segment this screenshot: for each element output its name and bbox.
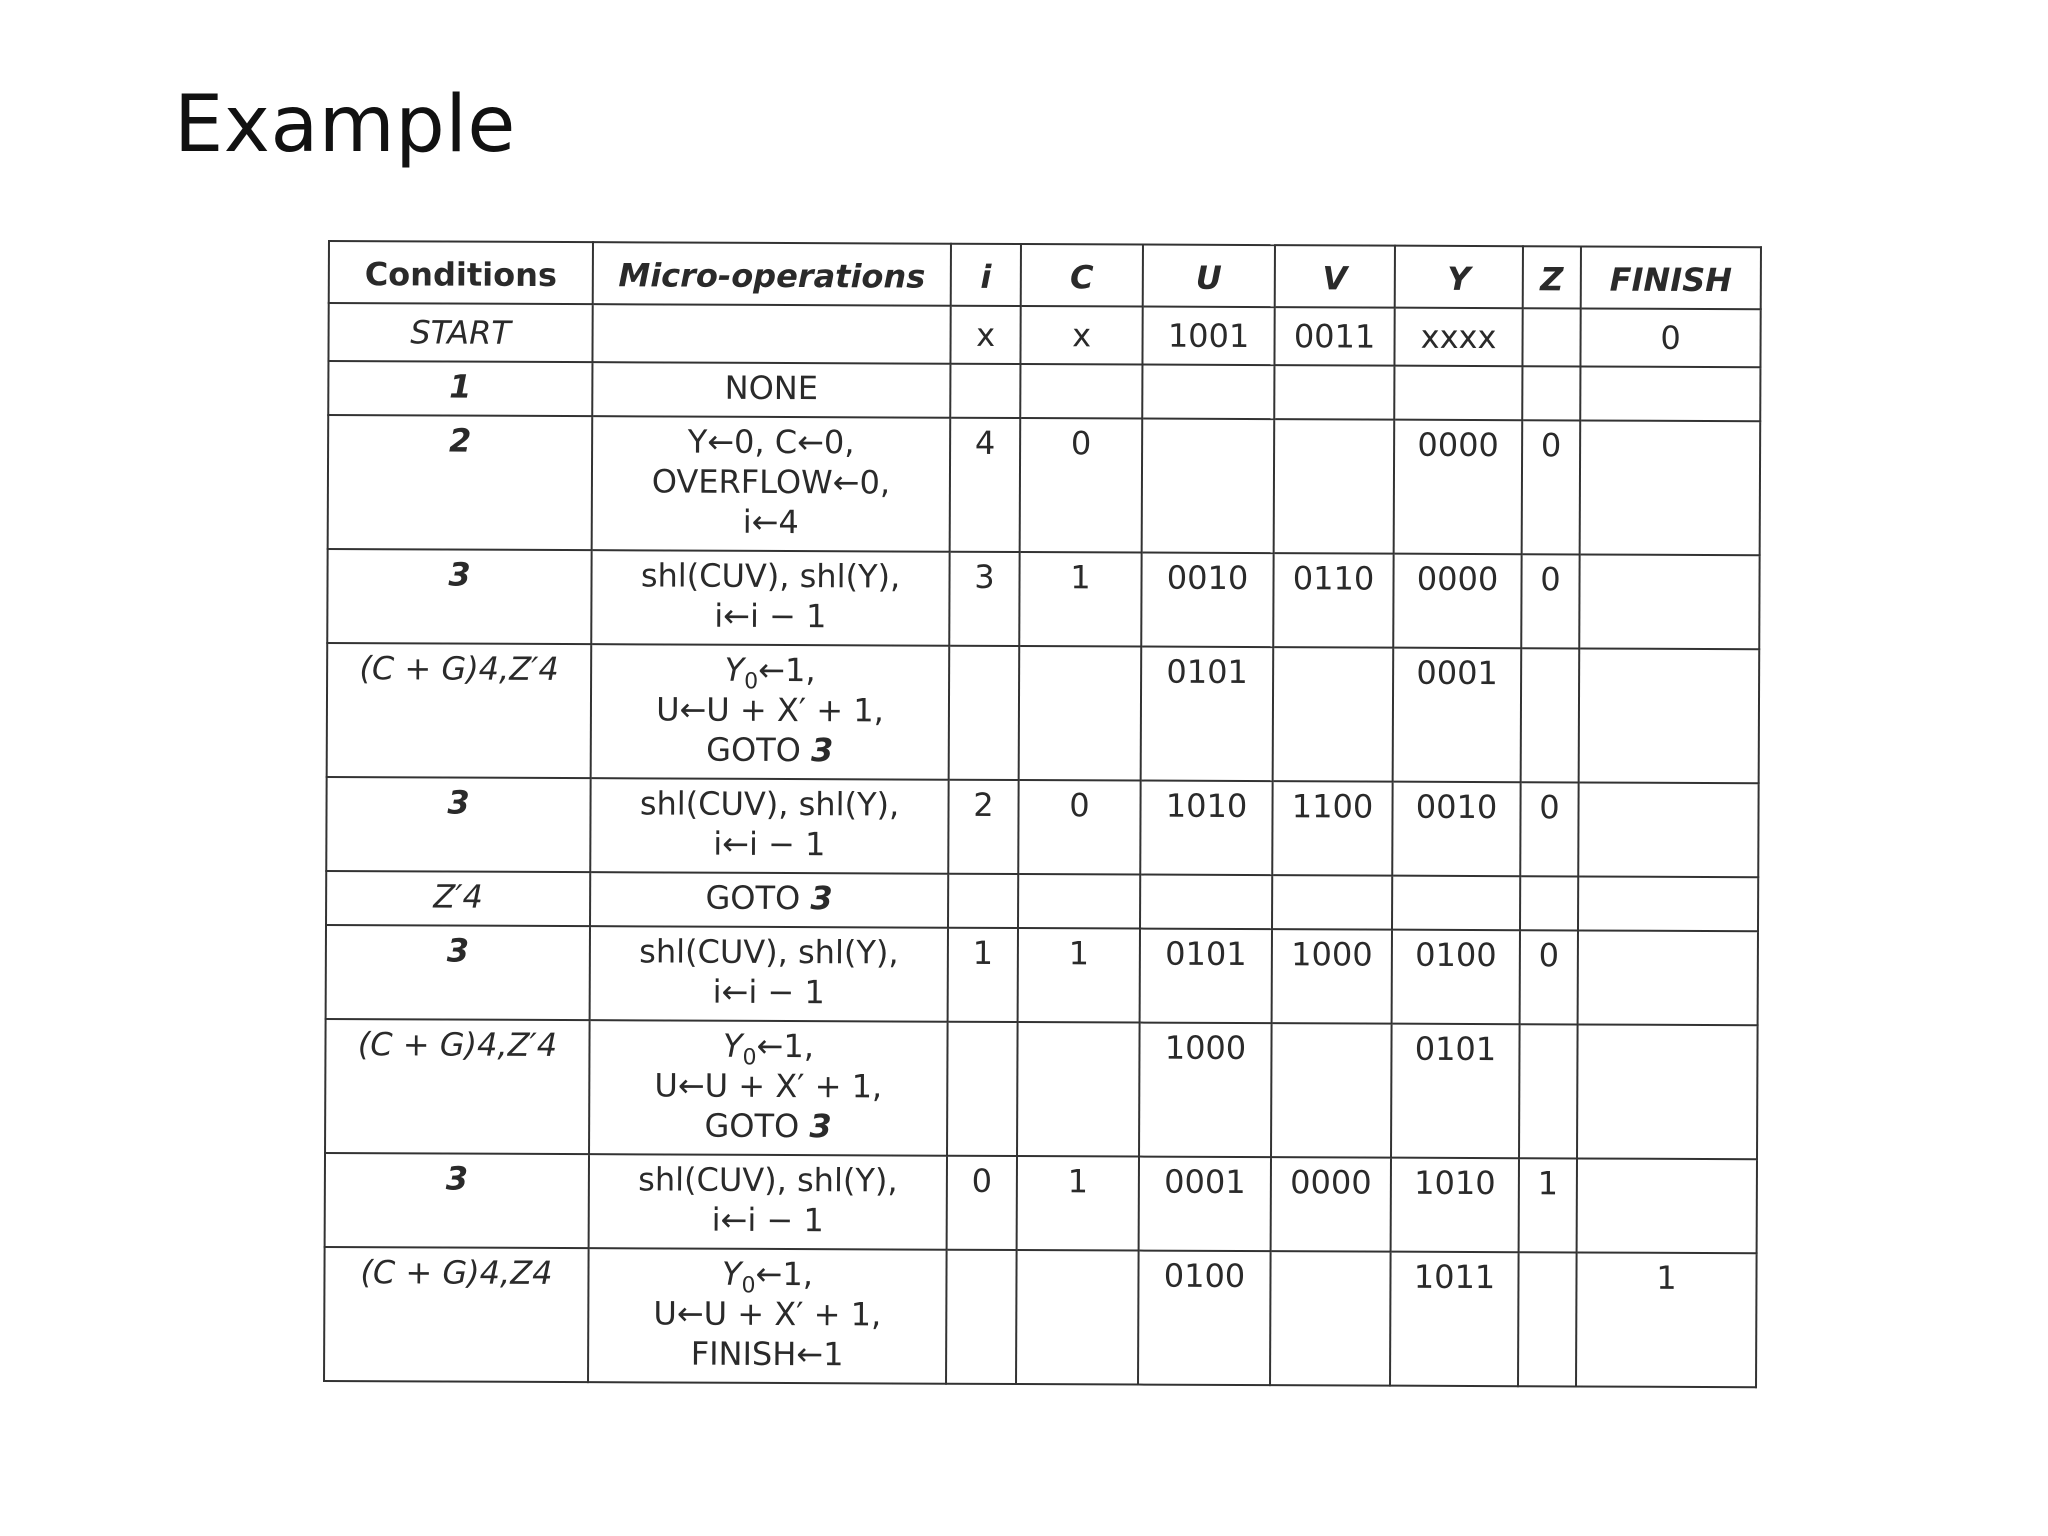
micro-operation-line: shl(CUV), shl(Y), (639, 932, 899, 972)
cell-micro-operations (592, 304, 950, 364)
cell-finish (1580, 366, 1760, 421)
cell-c (1017, 1022, 1140, 1157)
micro-operation-line: NONE (724, 368, 819, 408)
header-conditions: Conditions (329, 241, 593, 304)
table-row (325, 1153, 1757, 1253)
cell-condition: (C + G)4,Z4 (324, 1247, 589, 1382)
table-row (325, 1019, 1758, 1159)
cell-y: 0000 (1393, 554, 1521, 649)
header-v: V (1275, 245, 1395, 308)
cell-condition: START (328, 303, 592, 362)
cell-v: 1100 (1272, 781, 1392, 876)
table-row (327, 549, 1759, 649)
cell-finish: 1 (1576, 1252, 1757, 1387)
table-row (327, 643, 1760, 783)
cell-z: 1 (1519, 1158, 1577, 1252)
micro-operation-line: i←i − 1 (714, 596, 827, 636)
cell-v (1274, 419, 1395, 554)
table-row (328, 415, 1761, 555)
cell-y: 1010 (1391, 1158, 1519, 1253)
table-row (326, 925, 1758, 1025)
header-y: Y (1395, 246, 1523, 309)
table-row (326, 777, 1758, 877)
cell-i: 2 (948, 780, 1018, 874)
cell-y: xxxx (1394, 308, 1522, 367)
cell-z (1522, 308, 1580, 366)
cell-c (1016, 1250, 1139, 1385)
micro-operation-line: U←U + X′ + 1, (653, 1294, 882, 1334)
cell-v (1270, 1251, 1391, 1386)
cell-finish (1579, 554, 1759, 649)
micro-operation-line: FINISH←1 (690, 1334, 844, 1374)
cell-z (1520, 876, 1578, 930)
trace-table-body (324, 303, 1761, 1387)
cell-y (1394, 366, 1522, 421)
cell-micro-operations (588, 1248, 947, 1384)
cell-i (946, 1250, 1017, 1384)
cell-micro-operations (589, 1020, 948, 1156)
cell-z (1521, 648, 1580, 782)
table-row (328, 361, 1760, 421)
header-finish: FINISH (1581, 246, 1761, 309)
cell-micro-operations (591, 644, 950, 780)
cell-c (1020, 364, 1142, 419)
cell-v: 0000 (1271, 1157, 1391, 1252)
header-i: i (951, 244, 1021, 306)
cell-i: 4 (950, 418, 1021, 552)
table-row (326, 871, 1758, 931)
cell-condition: 1 (328, 361, 592, 416)
cell-u: 0101 (1140, 929, 1272, 1024)
micro-operation-line: GOTO 3 (704, 1106, 832, 1146)
cell-c (1019, 646, 1142, 781)
cell-c: 1 (1017, 1156, 1139, 1251)
cell-y: 0010 (1392, 782, 1520, 877)
cell-micro-operations (589, 1154, 947, 1250)
cell-c: x (1020, 306, 1142, 365)
cell-y: 0100 (1392, 930, 1520, 1025)
micro-operation-line: $Y_0\leftarrow 1$, (724, 650, 816, 695)
header-u: U (1143, 245, 1275, 308)
cell-y: 1011 (1390, 1252, 1519, 1387)
cell-i: 1 (948, 928, 1018, 1022)
cell-condition: (C + G)4,Z′4 (327, 643, 592, 778)
cell-v (1274, 365, 1394, 420)
cell-micro-operations (591, 550, 949, 646)
header-c: C (1021, 244, 1143, 307)
cell-finish (1579, 648, 1760, 783)
header-z: Z (1523, 246, 1581, 308)
micro-operation-line: U←U + X′ + 1, (654, 1066, 883, 1106)
cell-micro-operations (590, 926, 948, 1022)
cell-z: 0 (1522, 420, 1581, 554)
cell-c: 0 (1018, 780, 1140, 875)
cell-micro-operations (590, 778, 948, 874)
cell-v (1273, 647, 1394, 782)
cell-i (947, 1022, 1018, 1156)
cell-condition: 3 (326, 925, 590, 1020)
cell-i (950, 364, 1020, 418)
cell-finish (1580, 420, 1761, 555)
cell-i: x (950, 306, 1020, 364)
slide-title: Example (174, 80, 516, 170)
cell-z: 0 (1521, 554, 1579, 648)
cell-u: 1010 (1140, 781, 1272, 876)
cell-v (1272, 875, 1392, 930)
cell-v (1271, 1023, 1392, 1158)
cell-u: 0100 (1138, 1251, 1271, 1386)
cell-i (948, 874, 1018, 928)
cell-u (1140, 875, 1272, 930)
cell-z (1518, 1252, 1577, 1386)
cell-c: 1 (1018, 928, 1140, 1023)
cell-condition: 3 (326, 777, 590, 872)
cell-y: 0101 (1391, 1024, 1520, 1159)
cell-z: 0 (1520, 782, 1578, 876)
cell-i: 3 (949, 552, 1019, 646)
cell-v: 0110 (1273, 553, 1393, 648)
cell-c: 0 (1020, 418, 1143, 553)
cell-finish: 0 (1580, 308, 1760, 367)
trace-table (323, 240, 1762, 1388)
micro-operation-line: shl(CUV), shl(Y), (638, 1160, 898, 1200)
micro-operation-line: GOTO 3 (705, 878, 833, 918)
cell-u: 0001 (1139, 1157, 1271, 1252)
micro-operation-line: shl(CUV), shl(Y), (639, 784, 900, 824)
cell-finish (1578, 782, 1758, 877)
cell-c: 1 (1019, 552, 1141, 647)
cell-u: 1001 (1142, 307, 1274, 366)
cell-finish (1577, 1024, 1758, 1159)
micro-operation-line: i←i − 1 (712, 972, 825, 1012)
cell-condition: (C + G)4,Z′4 (325, 1019, 590, 1154)
cell-condition: 3 (325, 1153, 589, 1248)
micro-operation-line: shl(CUV), shl(Y), (640, 556, 901, 596)
cell-u: 0010 (1141, 553, 1273, 648)
cell-u: 0101 (1141, 647, 1274, 782)
cell-u (1142, 365, 1274, 420)
micro-operation-line: i←4 (742, 502, 799, 542)
cell-i (949, 646, 1020, 780)
cell-micro-operations (590, 872, 948, 928)
cell-z (1522, 366, 1580, 420)
micro-operation-line: U←U + X′ + 1, (656, 690, 884, 730)
cell-condition: 2 (328, 415, 593, 550)
micro-operation-line: Y←0, C←0, (687, 422, 855, 462)
cell-y (1392, 876, 1520, 931)
micro-operation-line: OVERFLOW←0, (651, 462, 891, 502)
cell-y: 0000 (1394, 420, 1523, 555)
cell-finish (1578, 930, 1758, 1025)
cell-z: 0 (1520, 930, 1578, 1024)
header-micro-operations: Micro-operations (593, 242, 951, 306)
table-row (328, 303, 1760, 367)
cell-u: 1000 (1139, 1023, 1272, 1158)
micro-operation-line: i←i − 1 (713, 824, 826, 864)
micro-operation-line: GOTO 3 (706, 730, 834, 770)
cell-v: 1000 (1272, 929, 1392, 1024)
cell-condition: 3 (327, 549, 591, 644)
cell-micro-operations (592, 362, 950, 418)
cell-y: 0001 (1393, 648, 1522, 783)
cell-z (1519, 1024, 1578, 1158)
cell-finish (1578, 876, 1758, 931)
cell-u (1142, 419, 1275, 554)
cell-c (1018, 874, 1140, 929)
micro-operation-line: $Y_0\leftarrow 1$, (721, 1254, 814, 1299)
cell-condition: Z′4 (326, 871, 590, 926)
table-row (324, 1247, 1757, 1387)
micro-operation-line: $Y_0\leftarrow 1$, (722, 1026, 815, 1071)
cell-micro-operations (592, 416, 951, 552)
cell-finish (1577, 1158, 1757, 1253)
micro-operation-line: i←i − 1 (711, 1200, 824, 1240)
header-row (329, 241, 1761, 309)
cell-v: 0011 (1274, 307, 1394, 366)
cell-i: 0 (947, 1156, 1017, 1250)
